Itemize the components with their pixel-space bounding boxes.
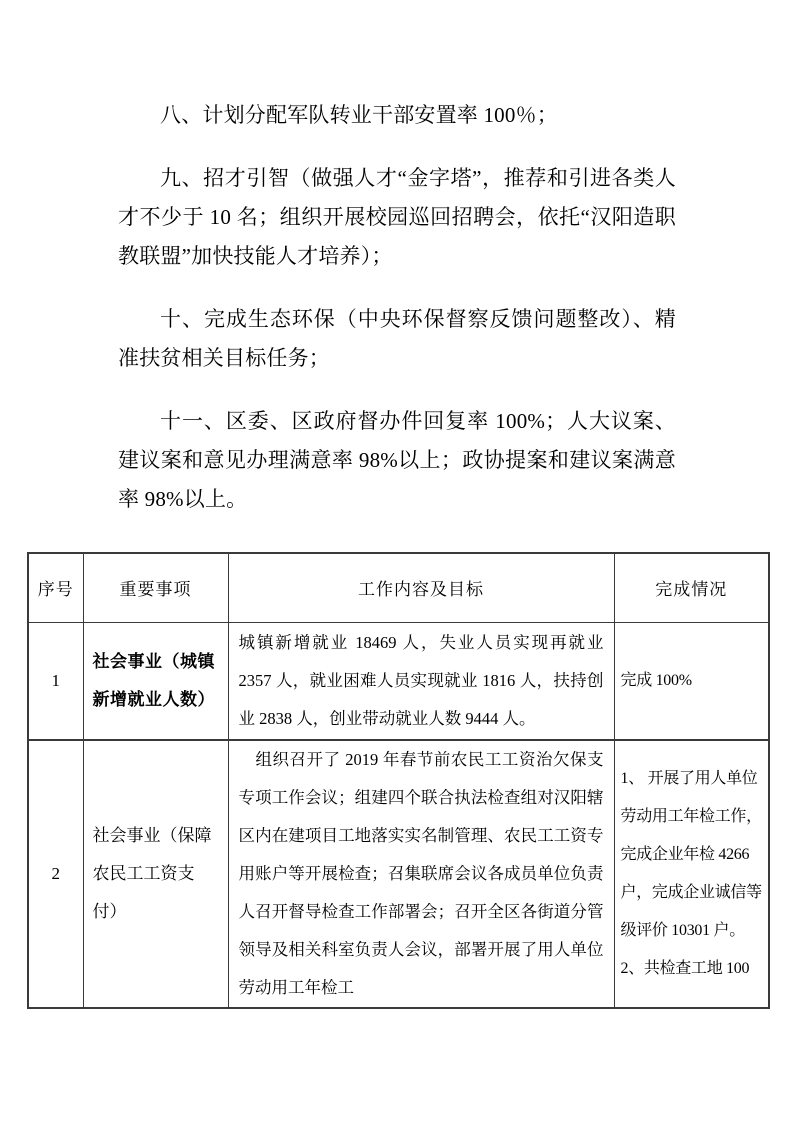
row1-content-cell bbox=[228, 622, 614, 740]
row1-seq-cell: 1 bbox=[28, 622, 83, 740]
document-body bbox=[0, 0, 794, 519]
paragraph-item-8: 八、计划分配军队转业干部安置率 100％； bbox=[160, 103, 558, 127]
row1-item-text: 社会事业（城镇新增就业人数） bbox=[92, 651, 215, 709]
row2-status-text-1: 1、 开展了用人单位劳动用工年检工作，完成企业年检 4266 户，完成企业诚信等级评价 10301 户。 bbox=[620, 770, 762, 939]
table-row-2 bbox=[28, 740, 769, 1008]
row2-status-cell bbox=[614, 740, 769, 1008]
paragraph-item-11: 十一、区委、区政府督办件回复率 100%；人大议案、建议案和意见办理满意率 98%以上；政协提案和建议案满意率 98%以上。 bbox=[118, 409, 676, 511]
row2-item-cell bbox=[83, 740, 228, 1008]
important-items-table bbox=[27, 552, 770, 1009]
paragraph-item-9: 九、招才引智（做强人才“金字塔”，推荐和引进各类人才不少于 10 名；组织开展校园巡回招聘会，依托“汉阳造职教联盟”加快技能人才培养）； bbox=[118, 166, 676, 268]
row2-content-text: 组织召开了 2019 年春节前农民工工资治欠保支专项工作会议；组建四个联合执法检查组对汉阳辖区内在建项目工地落实实名制管理、农民工工资专用账户等开展检查；召集联席会议各成员单位负责人召开督导检查工作部署会；召开全区各街道分管领导及相关科室负责人会议，部署开展了用人单位劳动用工年检工 bbox=[238, 750, 604, 997]
row1-status-cell bbox=[614, 622, 769, 740]
row2-item-text: 社会事业（保障农民工工资支付） bbox=[92, 826, 212, 921]
row2-status-text-2: 2、共检查工地 100 bbox=[620, 960, 750, 977]
table-header-row bbox=[28, 553, 769, 622]
row1-item-cell bbox=[83, 622, 228, 740]
row1-content-text: 城镇新增就业 18469 人，失业人员实现再就业 2357 人，就业困难人员实现就业 1816 人，扶持创业 2838 人，创业带动就业人数 9444 人。 bbox=[238, 632, 604, 728]
row1-status-text: 完成 100% bbox=[620, 671, 692, 689]
header-cell-status: 完成情况 bbox=[614, 553, 769, 622]
header-cell-seq: 序号 bbox=[28, 553, 83, 622]
header-cell-item: 重要事项 bbox=[83, 553, 228, 622]
paragraph-item-10: 十、完成生态环保（中央环保督察反馈问题整改）、精准扶贫相关目标任务； bbox=[118, 307, 676, 370]
row2-seq-cell: 2 bbox=[28, 740, 83, 1008]
header-cell-content: 工作内容及目标 bbox=[228, 553, 614, 622]
table-row-1 bbox=[28, 622, 769, 740]
row2-content-cell bbox=[228, 740, 614, 1008]
